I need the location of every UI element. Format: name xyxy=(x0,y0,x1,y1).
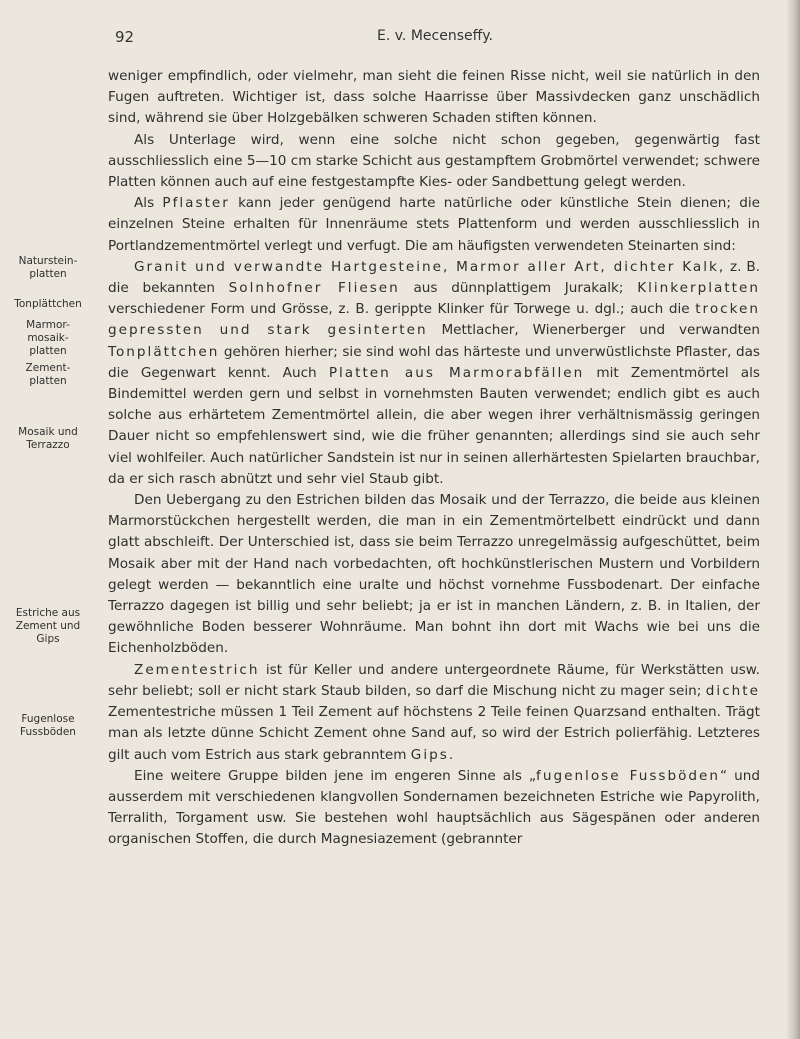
marginal-note-naturstein: Naturstein- platten xyxy=(18,255,78,280)
paragraph-4: Granit und verwandte Hartgesteine, Marmor aller Art, dichter Kalk, z. B. die bekannten Solnhofner Fliesen aus dünnplattigem Jurakalk; Klinkerplatten verschiedener Form und Grösse, z. B. gerippte Klinker für Torwege u. dgl.; auch die trocken gepressten und stark gesinterten Mettlacher, Wienerberger und verwandten Tonplättchen gehören hierher; sie sind wohl das härteste und unverwüstlichste Pflaster, das die Gegenwart kennt. Auch Platten aus Marmorabfällen mit Zementmörtel als Bindemittel werden gern und selbst in vornehmsten Bauten verwendet; endlich gibt es auch solche aus erhärtetem Zementmörtel allein, die aber wegen ihrer verhältnismässig geringen Dauer nicht so empfehlenswert sind, wie die früher genannten; allerdings sind sie auch sehr viel wohlfeiler. Auch natürlicher Sandstein ist nur in seinen allerhärtesten Spielarten brauchbar, da er sich rasch abnützt und sehr viel Staub gibt. xyxy=(108,258,760,487)
page-header xyxy=(115,28,755,54)
paragraph-6: Zementestrich ist für Keller und andere untergeordnete Räume, für Werkstätten usw. sehr beliebt; soll er nicht stark Staub bilden, so darf die Mischung nicht zu mager sein; dichte Zementestriche müssen 1 Teil Zement auf höchstens 2 Teile feinen Quarzsand enthalten. Trägt man als letzte dünne Schicht Zement ohne Sand auf, so wird der Estrich polierfähig. Letzteres gilt auch vom Estrich aus stark gebranntem Gips. xyxy=(108,661,760,763)
paragraph-3: Als Pflaster kann jeder genügend harte natürliche oder künstliche Stein dienen; die einzelnen Steine erhalten für Innenräume stets Plattenform und werden ausschliesslich in Portlandzementmörtel verlegt und verfugt. Die am häufigsten verwendeten Steinarten sind: xyxy=(108,195,760,254)
marginal-note-marmormosaik: Marmor- mosaik- platten xyxy=(26,319,70,357)
paragraph-7: Eine weitere Gruppe bilden jene im engeren Sinne als „fugenlose Fussböden“ und ausserdem mit verschiedenen klangvollen Sondernamen bezeichneten Estriche wie Papyrolith, Terralith, Torgament usw. Sie bestehen wohl hauptsächlich aus Sägespänen oder anderen organischen Stoffen, die durch Magnesiazement (gebrannter xyxy=(108,767,760,848)
page-number: 92 xyxy=(115,28,135,46)
running-title: E. v. Mecenseffy. xyxy=(376,28,493,44)
marginal-note-estriche: Estriche aus Zement und Gips xyxy=(15,607,81,645)
marginal-note-mosaik-terrazzo: Mosaik und Terrazzo xyxy=(18,426,78,451)
marginal-note-tonplaettchen: Tonplättchen xyxy=(14,298,82,310)
marginal-note-fugenlose: Fugenlose Fussböden xyxy=(20,713,76,738)
paragraph-1: weniger empfindlich, oder vielmehr, man sieht die feinen Risse nicht, weil sie natürlich in den Fugen auftreten. Wichtiger ist, dass solche Haarrisse über Massivdecken ganz unschädlich sind, während sie über Holzgebälken schweren Schaden stiften können. xyxy=(108,68,760,127)
marginal-note-zementplatten: Zement- platten xyxy=(25,362,71,387)
paragraph-2: Als Unterlage wird, wenn eine solche nicht schon gegeben, gegenwärtig fast ausschliesslich eine 5—10 cm starke Schicht aus gestampftem Grobmörtel verwendet; schwere Platten können auch auf eine festgestampfte Kies- oder Sandbettung gelegt werden. xyxy=(108,131,760,191)
body-text xyxy=(108,66,760,851)
paragraph-5: Den Uebergang zu den Estrichen bilden das Mosaik und der Terrazzo, die beide aus kleinen Marmorstückchen hergestellt werden, die man in ein Zementmörtelbett eindrückt und dann glatt abschleift. Der Unterschied ist, dass sie beim Terrazzo unregelmässig aufgeschüttet, beim Mosaik aber mit der Hand nach vorbedachten, oft hochkünstlerischen Mustern und Vorbildern gelegt werden — bekanntlich eine uralte und höchst vornehme Fussbodenart. Der einfache Terrazzo dagegen ist billig und sehr beliebt; ja er ist in manchen Ländern, z. B. in Italien, der gewöhnliche Boden besserer Wohnräume. Man bohnt ihn dort mit Wachs wie bei uns die Eichenholzböden. xyxy=(108,492,760,657)
page-edge-shadow xyxy=(786,0,800,1039)
